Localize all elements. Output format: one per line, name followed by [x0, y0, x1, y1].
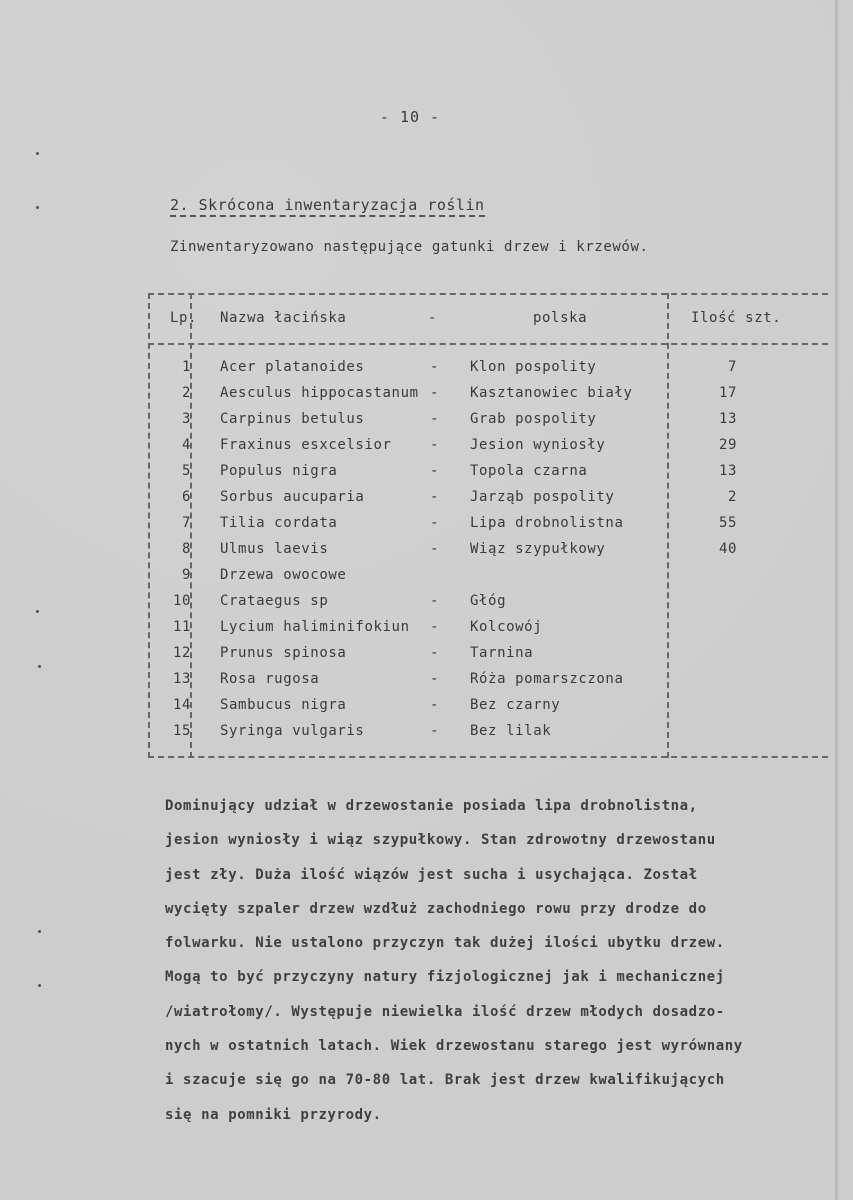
header-lp: Lp.	[170, 310, 198, 326]
table-row	[148, 411, 828, 437]
punch-mark	[38, 930, 41, 933]
polish-name: Głóg	[470, 593, 507, 609]
paragraph-line: Dominujący udział w drzewostanie posiada lipa drobnolistna,	[165, 798, 698, 814]
quantity: 40	[718, 541, 737, 557]
table-row	[148, 567, 828, 593]
row-number: 9	[181, 567, 191, 583]
row-separator: -	[430, 671, 440, 687]
row-number: 1	[181, 359, 191, 375]
header-polish-name: polska	[533, 310, 588, 326]
polish-name: Klon pospolity	[470, 359, 597, 375]
species-table	[148, 293, 828, 758]
quantity: 55	[718, 515, 737, 531]
row-separator: -	[430, 697, 440, 713]
paragraph-line: się na pomniki przyrody.	[165, 1106, 382, 1123]
table-row	[148, 463, 828, 489]
latin-name: Aesculus hippocastanum	[220, 385, 419, 401]
body-paragraph	[165, 789, 845, 1132]
polish-name: Jarząb pospolity	[470, 489, 615, 505]
table-bottom-border	[148, 756, 828, 758]
polish-name: Grab pospolity	[470, 411, 597, 427]
row-separator: -	[430, 359, 440, 375]
row-separator: -	[430, 411, 440, 427]
quantity: 13	[718, 411, 737, 427]
latin-name: Syringa vulgaris	[220, 723, 365, 739]
intro-text: Zinwentaryzowano następujące gatunki drzew i krzewów.	[170, 239, 649, 255]
header-quantity: Ilość szt.	[691, 310, 782, 326]
row-separator: -	[430, 723, 440, 739]
table-row	[148, 489, 828, 515]
polish-name: Bez lilak	[470, 723, 552, 739]
punch-mark	[38, 665, 41, 668]
table-row	[148, 671, 828, 697]
table-header-border	[148, 343, 828, 345]
header-latin-name: Nazwa łacińska	[220, 310, 347, 326]
table-top-border	[148, 293, 828, 295]
latin-name: Lycium haliminifokiun	[220, 619, 410, 635]
row-separator: -	[430, 593, 440, 609]
row-number: 2	[181, 385, 191, 401]
polish-name: Lipa drobnolistna	[470, 515, 624, 531]
punch-mark	[36, 206, 39, 209]
row-number: 7	[181, 515, 191, 531]
row-separator: -	[430, 463, 440, 479]
row-number: 3	[181, 411, 191, 427]
row-separator: -	[430, 385, 440, 401]
latin-name: Crataegus sp	[220, 593, 329, 609]
quantity: 17	[718, 385, 737, 401]
latin-name: Ulmus laevis	[220, 541, 329, 557]
row-separator: -	[430, 541, 440, 557]
table-row	[148, 437, 828, 463]
quantity: 29	[718, 437, 737, 453]
table-row	[148, 541, 828, 567]
latin-name: Sorbus aucuparia	[220, 489, 365, 505]
section-heading: 2. Skrócona inwentaryzacja roślin	[170, 196, 485, 217]
paragraph-line: nych w ostatnich latach. Wiek drzewostanu starego jest wyrównany	[165, 1038, 743, 1055]
row-number: 4	[181, 437, 191, 453]
row-number: 11	[172, 619, 191, 635]
latin-name: Tilia cordata	[220, 515, 338, 531]
latin-name: Carpinus betulus	[220, 411, 365, 427]
quantity: 7	[727, 359, 737, 375]
row-separator: -	[430, 515, 440, 531]
polish-name: Topola czarna	[470, 463, 588, 479]
quantity: 2	[727, 489, 737, 505]
table-row	[148, 385, 828, 411]
row-number: 13	[172, 671, 191, 687]
polish-name: Bez czarny	[470, 697, 561, 713]
page-number: - 10 -	[379, 108, 441, 126]
table-row	[148, 697, 828, 723]
polish-name: Jesion wyniosły	[470, 437, 606, 453]
paragraph-line: /wiatrołomy/. Występuje niewielka ilość drzew młodych dosadzo-	[165, 1003, 725, 1020]
paragraph-line: wycięty szpaler drzew wzdłuż zachodniego rowu przy drodze do	[165, 900, 707, 917]
polish-name: Wiąz szypułkowy	[470, 541, 606, 557]
latin-name: Acer platanoides	[220, 359, 365, 375]
polish-name: Róża pomarszczona	[470, 671, 624, 687]
paragraph-line: jest zły. Duża ilość wiązów jest sucha i usychająca. Został	[165, 866, 698, 883]
latin-name: Sambucus nigra	[220, 697, 347, 713]
latin-name: Fraxinus esxcelsior	[220, 437, 392, 453]
table-row	[148, 359, 828, 385]
polish-name: Kasztanowiec biały	[470, 385, 633, 401]
row-number: 8	[181, 541, 191, 557]
table-row	[148, 645, 828, 671]
latin-name: Rosa rugosa	[220, 671, 320, 687]
latin-name: Drzewa owocowe	[220, 567, 347, 583]
row-number: 10	[172, 593, 191, 609]
row-separator: -	[430, 645, 440, 661]
row-separator: -	[430, 489, 440, 505]
latin-name: Prunus spinosa	[220, 645, 347, 661]
table-row	[148, 593, 828, 619]
paragraph-line: jesion wyniosły i wiąz szypułkowy. Stan zdrowotny drzewostanu	[165, 832, 716, 849]
paragraph-line: folwarku. Nie ustalono przyczyn tak dużej ilości ubytku drzew.	[165, 935, 725, 952]
row-number: 6	[181, 489, 191, 505]
row-number: 12	[172, 645, 191, 661]
polish-name: Kolcowój	[470, 619, 543, 635]
table-row	[148, 515, 828, 541]
row-number: 15	[172, 723, 191, 739]
row-separator: -	[430, 619, 440, 635]
header-separator: -	[428, 310, 438, 326]
row-separator: -	[430, 437, 440, 453]
table-row	[148, 723, 828, 749]
paragraph-line: i szacuje się go na 70-80 lat. Brak jest drzew kwalifikujących	[165, 1072, 725, 1089]
paragraph-line: Mogą to być przyczyny natury fizjologicznej jak i mechanicznej	[165, 969, 725, 986]
punch-mark	[38, 984, 41, 987]
row-number: 14	[172, 697, 191, 713]
punch-mark	[36, 610, 39, 613]
polish-name: Tarnina	[470, 645, 534, 661]
latin-name: Populus nigra	[220, 463, 338, 479]
punch-mark	[36, 152, 39, 155]
table-row	[148, 619, 828, 645]
row-number: 5	[181, 463, 191, 479]
quantity: 13	[718, 463, 737, 479]
